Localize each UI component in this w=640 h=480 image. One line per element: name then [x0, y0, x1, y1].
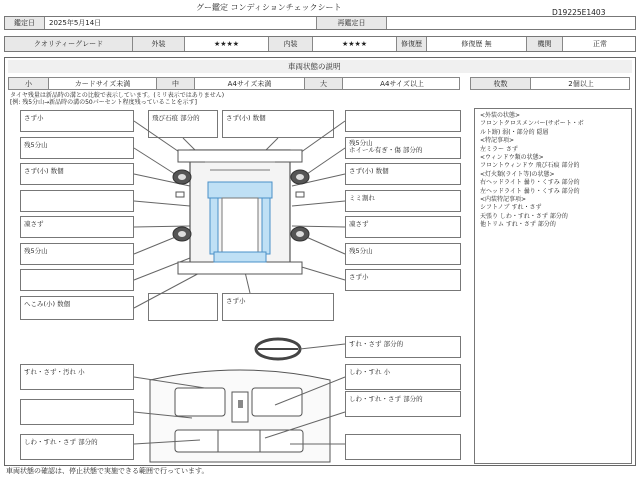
interior-left-top: すれ・さず・汚れ 小	[20, 364, 134, 390]
sheet-id: D19225E1403	[552, 8, 606, 17]
interior-right-low: しわ・すれ・さず 部分的	[345, 391, 461, 417]
size-medium: 中	[157, 78, 195, 89]
interior-right-bottom	[345, 434, 461, 460]
count-label: 枚数	[471, 78, 531, 89]
engine-label: 機関	[527, 37, 563, 51]
note-line: フロントクロスメンバー(サポート・ボ	[480, 120, 584, 128]
top-box-1: 飛び石痕 部分的	[148, 110, 218, 138]
left-box-8: へこみ(小) 数個	[20, 296, 134, 320]
note-line: <ウィンドウ類の状態>	[480, 154, 544, 162]
condition-title: 車両状態の説明	[288, 62, 341, 71]
exterior-label: 外装	[133, 37, 185, 51]
note-line: <外装の状態>	[480, 112, 521, 119]
repair-history-label: 修復歴	[397, 37, 427, 51]
note-line: 左ミラー さず	[480, 145, 518, 153]
right-box-4: ミミ割れ	[345, 190, 461, 212]
top-box-2: さず(小) 数個	[222, 110, 334, 138]
right-box-3: さず(小) 数個	[345, 163, 461, 185]
right-box-5: 凍さず	[345, 216, 461, 238]
interior-label: 内装	[269, 37, 313, 51]
exterior-stars: ★★★★	[185, 37, 269, 51]
sheet-title: グー鑑定 コンディションチェックシート	[196, 3, 342, 12]
left-box-1: さず小	[20, 110, 134, 132]
size-small-desc: カードサイズ未満	[49, 78, 157, 89]
note-line: <灯火類(ライト等)の状態>	[480, 170, 555, 178]
left-box-6: 残5分山	[20, 243, 134, 265]
interior-right-mid: しわ・すれ 小	[345, 364, 461, 390]
right-box-2: 残5分山 ホイール有ぎ・傷 部分的	[345, 137, 461, 159]
note-line: 左ヘッドライト 曇り・くすみ 部分的	[480, 187, 580, 195]
note-line: <内装特記事項>	[480, 196, 527, 204]
interior-left-low: しわ・すれ・さず 部分的	[20, 434, 134, 460]
tire-note-1: タイヤ残量は新品時の溝との比較で表示しています。(ミリ表示ではありません)	[10, 92, 225, 99]
note-line: <特記事項>	[480, 137, 515, 145]
footer-note: 車両状態の確認は、停止状態で実施できる範囲で行っています。	[6, 467, 209, 475]
left-box-3: さず(小) 数個	[20, 163, 134, 185]
reappraisal-label: 再鑑定日	[317, 17, 387, 29]
size-large: 大	[305, 78, 343, 89]
quality-grade-label: クオリティーグレード	[5, 37, 133, 51]
note-line: フロントウィンドウ 飛び石痕 部分的	[480, 162, 580, 170]
note-line: 他トリム すれ・さず 部分的	[480, 221, 556, 229]
repair-history-value: 修復歴 無	[427, 37, 527, 51]
steering-box: すれ・さず 部分的	[345, 336, 461, 358]
count-value: 2個以上	[568, 79, 594, 88]
note-line: シフトノブ すれ・さず	[480, 204, 542, 212]
tire-note-2: [例: 残5分山→新品時の溝の50パーセント程度残っていることを示す]	[10, 99, 197, 106]
note-line: 右ヘッドライト 曇り・くすみ 部分的	[480, 179, 580, 187]
size-medium-desc: A4サイズ未満	[195, 78, 305, 89]
left-box-2: 残5分山	[20, 137, 134, 159]
engine-value: 正常	[593, 40, 607, 48]
size-small: 小	[9, 78, 49, 89]
date-value: 2025年5月14日	[45, 17, 317, 29]
interior-stars: ★★★★	[313, 37, 397, 51]
bottom-box-right: さず小	[222, 293, 334, 321]
right-box-7: さず小	[345, 269, 461, 291]
right-box-6: 残5分山	[345, 243, 461, 265]
size-large-desc: A4サイズ以上	[380, 79, 424, 88]
interior-left-mid	[20, 399, 134, 425]
note-line: ルト跡) 弱(・部分的 隠層	[480, 128, 549, 136]
date-label: 鑑定日	[5, 17, 45, 29]
left-box-5: 凍さず	[20, 216, 134, 238]
note-line: 天張り しわ・すれ・さず 部分的	[480, 212, 568, 220]
